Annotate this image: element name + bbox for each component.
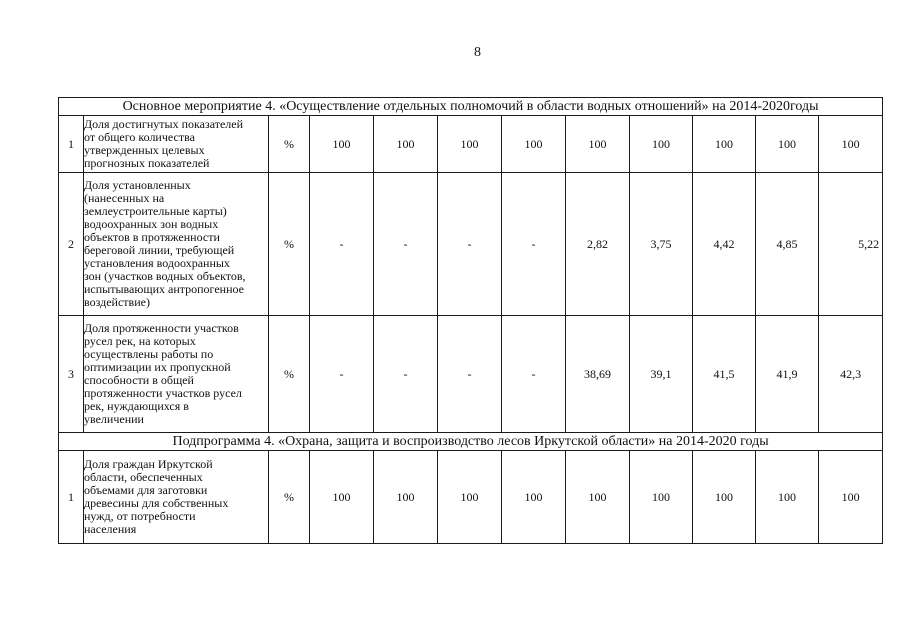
description-line: береговой линии, требующей: [84, 243, 235, 257]
value-cell: 38,69: [566, 316, 630, 433]
description-line: нужд, от потребности: [84, 509, 196, 523]
description-line: оптимизации их пропускной: [84, 360, 231, 374]
value-cell: 41,5: [693, 316, 756, 433]
description-line: установления водоохранных: [84, 256, 230, 270]
value-cell: 100: [756, 451, 819, 544]
description-line: русел рек, на которых: [84, 334, 196, 348]
indicators-table: [58, 97, 883, 544]
description-line: Доля граждан Иркутской: [84, 457, 213, 471]
value-cell: 100: [438, 451, 502, 544]
description-line: осуществлены работы по: [84, 347, 214, 361]
description-line: утвержденных целевых: [84, 143, 205, 157]
indicator-description: [84, 451, 269, 544]
unit-cell: %: [269, 173, 310, 316]
description-line: способности в общей: [84, 373, 194, 387]
description-line: Доля достигнутых показателей: [84, 117, 244, 131]
description-line: (нанесенных на: [84, 191, 165, 205]
description-line: объектов в протяженности: [84, 230, 220, 244]
value-cell: 39,1: [630, 316, 693, 433]
value-cell: 100: [566, 116, 630, 173]
value-cell: 5,22: [819, 173, 883, 316]
value-cell: -: [310, 173, 374, 316]
value-cell: 100: [756, 116, 819, 173]
value-cell: 100: [502, 116, 566, 173]
description-line: протяженности участков русел: [84, 386, 242, 400]
description-line: зон (участков водных объектов,: [84, 269, 246, 283]
value-cell: 100: [630, 451, 693, 544]
value-cell: 100: [693, 116, 756, 173]
value-cell: 4,85: [756, 173, 819, 316]
value-cell: -: [374, 316, 438, 433]
description-line: населения: [84, 522, 137, 536]
table-row: [59, 451, 883, 544]
section-header-row: [59, 433, 883, 451]
row-number: 1: [59, 116, 84, 173]
row-number: 3: [59, 316, 84, 433]
table-row: [59, 316, 883, 433]
value-cell: 4,42: [693, 173, 756, 316]
value-cell: 100: [310, 116, 374, 173]
value-cell: 100: [630, 116, 693, 173]
value-cell: 100: [438, 116, 502, 173]
value-cell: 100: [819, 116, 883, 173]
value-cell: 100: [693, 451, 756, 544]
description-line: объемами для заготовки: [84, 483, 208, 497]
description-line: прогнозных показателей: [84, 156, 210, 170]
value-cell: 3,75: [630, 173, 693, 316]
value-cell: -: [438, 173, 502, 316]
unit-cell: %: [269, 451, 310, 544]
value-cell: 2,82: [566, 173, 630, 316]
value-cell: 100: [374, 451, 438, 544]
description-line: древесины для собственных: [84, 496, 229, 510]
description-line: испытывающих антропогенное: [84, 282, 244, 296]
value-cell: -: [502, 316, 566, 433]
description-line: от общего количества: [84, 130, 195, 144]
table-row: [59, 173, 883, 316]
value-cell: 100: [566, 451, 630, 544]
section-title: Подпрограмма 4. «Охрана, защита и воспроизводство лесов Иркутской области» на 2014-2020 годы: [59, 433, 883, 451]
description-line: водоохранных зон водных: [84, 217, 219, 231]
unit-cell: %: [269, 116, 310, 173]
description-line: Доля установленных: [84, 178, 191, 192]
unit-cell: %: [269, 316, 310, 433]
section-header-row: [59, 98, 883, 116]
value-cell: 41,9: [756, 316, 819, 433]
indicator-description: [84, 116, 269, 173]
value-cell: -: [438, 316, 502, 433]
description-line: воздействие): [84, 295, 150, 309]
description-line: рек, нуждающихся в: [84, 399, 189, 413]
value-cell: 100: [502, 451, 566, 544]
value-cell: -: [502, 173, 566, 316]
indicator-description: [84, 173, 269, 316]
value-cell: 100: [819, 451, 883, 544]
description-line: увеличении: [84, 412, 144, 426]
table-row: [59, 116, 883, 173]
description-line: землеустроительные карты): [84, 204, 227, 218]
value-cell: 42,3: [819, 316, 883, 433]
value-cell: 100: [310, 451, 374, 544]
row-number: 2: [59, 173, 84, 316]
description-line: Доля протяженности участков: [84, 321, 239, 335]
value-cell: -: [374, 173, 438, 316]
indicator-description: [84, 316, 269, 433]
page-number: 8: [474, 45, 481, 60]
section-title: Основное мероприятие 4. «Осуществление отдельных полномочий в области водных отношений» на 2014-2020годы: [59, 98, 883, 116]
value-cell: -: [310, 316, 374, 433]
row-number: 1: [59, 451, 84, 544]
value-cell: 100: [374, 116, 438, 173]
description-line: области, обеспеченных: [84, 470, 203, 484]
